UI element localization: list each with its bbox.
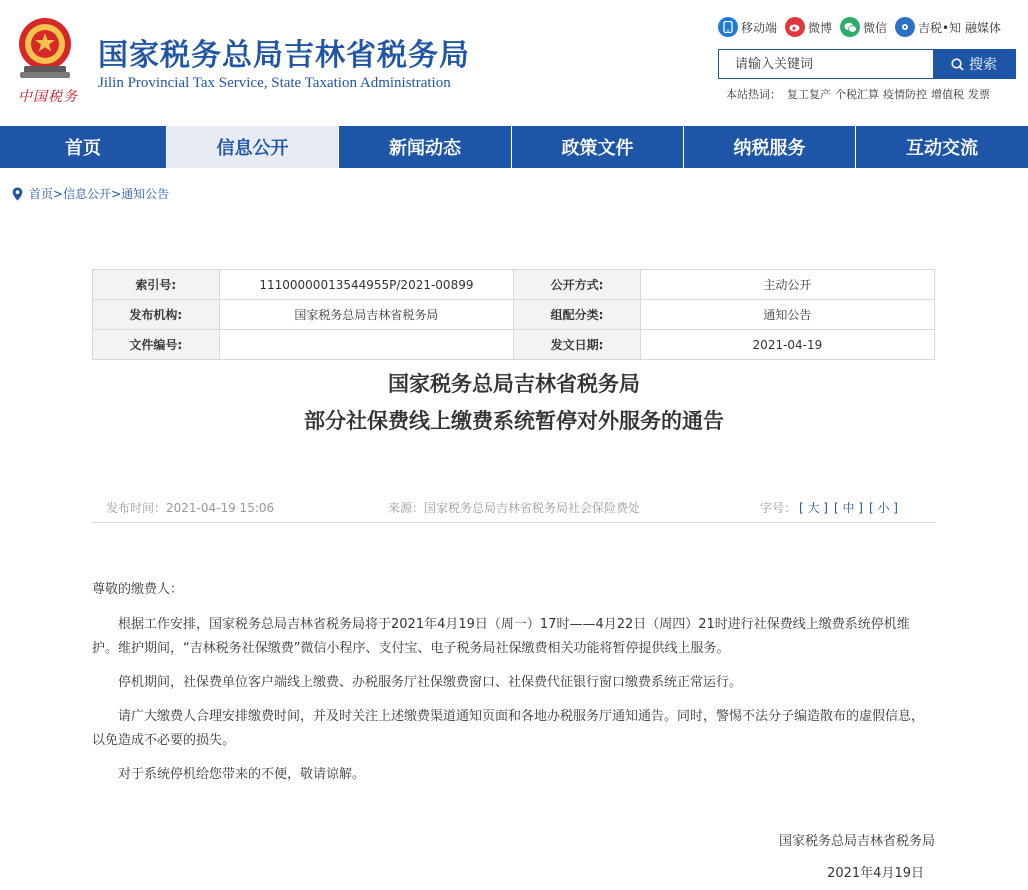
hotword-item[interactable]: 复工复产 bbox=[787, 88, 831, 101]
font-size-label: 字号： bbox=[759, 501, 796, 515]
article-title-line2: 部分社保费线上缴费系统暂停对外服务的通告 bbox=[304, 409, 724, 433]
nav-item-policy[interactable]: 政策文件 bbox=[512, 126, 684, 168]
breadcrumb-separator: > bbox=[53, 186, 64, 201]
index-value: 11100000013544955P/2021-00899 bbox=[219, 270, 514, 300]
article-source: 来源：国家税务总局吉林省税务局社会保险费处 bbox=[388, 501, 641, 515]
breadcrumb-notices[interactable]: 通知公告 bbox=[121, 187, 170, 201]
open-method-value: 主动公开 bbox=[640, 270, 934, 300]
social-media-label: 吉税•知 融媒体 bbox=[918, 20, 1001, 35]
category-value: 通知公告 bbox=[640, 300, 934, 330]
hotword-item[interactable]: 个税汇算 bbox=[835, 88, 879, 101]
social-wechat-label: 微信 bbox=[863, 20, 888, 35]
social-weibo[interactable] bbox=[785, 17, 832, 37]
breadcrumb bbox=[12, 185, 169, 202]
signature: 国家税务总局吉林省税务局 bbox=[778, 834, 935, 849]
social-wechat[interactable] bbox=[840, 17, 887, 37]
breadcrumb-info-disclosure[interactable]: 信息公开 bbox=[63, 187, 112, 201]
wechat-icon bbox=[840, 17, 860, 37]
open-method-label: 公开方式: bbox=[514, 270, 641, 300]
social-links bbox=[718, 14, 1009, 40]
paragraph: 根据工作安排，国家税务总局吉林省税务局将于2021年4月19日（周一）17时——4月22日（周四）21时进行社保费线上缴费系统停机维护。维护期间，“吉林税务社保缴费”微信小程序、支付宝、电子税务局社保缴费相关功能将暂停提供线上服务。 bbox=[92, 617, 910, 656]
category-label: 组配分类: bbox=[514, 300, 641, 330]
doc-number-label: 文件编号: bbox=[93, 330, 220, 360]
mobile-icon bbox=[718, 17, 738, 37]
social-mobile-label: 移动端 bbox=[741, 20, 778, 35]
publisher-value: 国家税务总局吉林省税务局 bbox=[219, 300, 514, 330]
breadcrumb-separator: > bbox=[111, 186, 122, 201]
table-row bbox=[93, 300, 935, 330]
search-icon bbox=[951, 58, 964, 71]
nav-item-tax-service[interactable]: 纳税服务 bbox=[684, 126, 856, 168]
search-input[interactable] bbox=[719, 50, 933, 78]
social-mobile[interactable] bbox=[718, 17, 777, 37]
hotwords bbox=[726, 86, 994, 102]
paragraph: 请广大缴费人合理安排缴费时间，并及时关注上述缴费渠道通知页面和各地办税服务厅通知通告。同时，警惕不法分子编造散布的虚假信息，以免造成不必要的损失。 bbox=[92, 709, 925, 748]
index-label: 索引号: bbox=[93, 270, 220, 300]
nav-item-info-disclosure[interactable]: 信息公开 bbox=[167, 126, 339, 168]
issue-date-value: 2021-04-19 bbox=[640, 330, 934, 360]
breadcrumb-home[interactable]: 首页 bbox=[29, 187, 54, 201]
nav-item-news[interactable]: 新闻动态 bbox=[339, 126, 512, 168]
document-info-table bbox=[92, 269, 935, 360]
search-button[interactable] bbox=[933, 50, 1015, 78]
publish-time: 发布时间：2021-04-19 15:06 bbox=[106, 501, 275, 515]
national-emblem-icon bbox=[12, 14, 78, 84]
tax-logo-text: 中国税务 bbox=[18, 89, 78, 105]
table-row bbox=[93, 270, 935, 300]
sign-date: 2021年4月19日 bbox=[827, 866, 924, 881]
site-title[interactable]: 国家税务总局吉林省税务局 bbox=[98, 38, 470, 73]
main-nav bbox=[0, 126, 1028, 168]
font-size-controls bbox=[760, 499, 901, 516]
publisher-label: 发布机构: bbox=[93, 300, 220, 330]
site-header bbox=[0, 0, 1028, 126]
search-button-label: 搜索 bbox=[969, 57, 997, 73]
media-icon bbox=[895, 17, 915, 37]
hotword-item[interactable]: 发票 bbox=[968, 88, 990, 101]
search-box bbox=[718, 49, 1016, 79]
font-size-small-button[interactable]: [ 小 ] bbox=[869, 501, 898, 515]
site-subtitle: Jilin Provincial Tax Service, State Taxation Administration bbox=[98, 75, 451, 91]
hotword-item[interactable]: 疫情防控 bbox=[883, 88, 927, 101]
article-title-line1: 国家税务总局吉林省税务局 bbox=[388, 372, 640, 396]
hotword-item[interactable]: 增值税 bbox=[931, 88, 964, 101]
weibo-icon bbox=[785, 17, 805, 37]
doc-number-value bbox=[219, 330, 514, 360]
greeting: 尊敬的缴费人： bbox=[92, 582, 184, 597]
font-size-large-button[interactable]: [ 大 ] bbox=[799, 501, 828, 515]
paragraph: 对于系统停机给您带来的不便，敬请谅解。 bbox=[118, 767, 366, 782]
article-meta bbox=[92, 497, 935, 523]
article-body bbox=[92, 578, 935, 797]
nav-item-interaction[interactable]: 互动交流 bbox=[906, 138, 978, 159]
paragraph: 停机期间，社保费单位客户端线上缴费、办税服务厅社保缴费窗口、社保费代征银行窗口缴费系统正常运行。 bbox=[118, 675, 743, 690]
table-row bbox=[93, 330, 935, 360]
social-media[interactable] bbox=[895, 17, 1001, 37]
hotwords-label: 本站热词： bbox=[726, 88, 781, 101]
social-weibo-label: 微博 bbox=[808, 20, 833, 35]
issue-date-label: 发文日期: bbox=[514, 330, 641, 360]
font-size-medium-button[interactable]: [ 中 ] bbox=[834, 501, 863, 515]
location-pin-icon bbox=[12, 187, 23, 201]
nav-item-home[interactable]: 首页 bbox=[0, 126, 167, 168]
